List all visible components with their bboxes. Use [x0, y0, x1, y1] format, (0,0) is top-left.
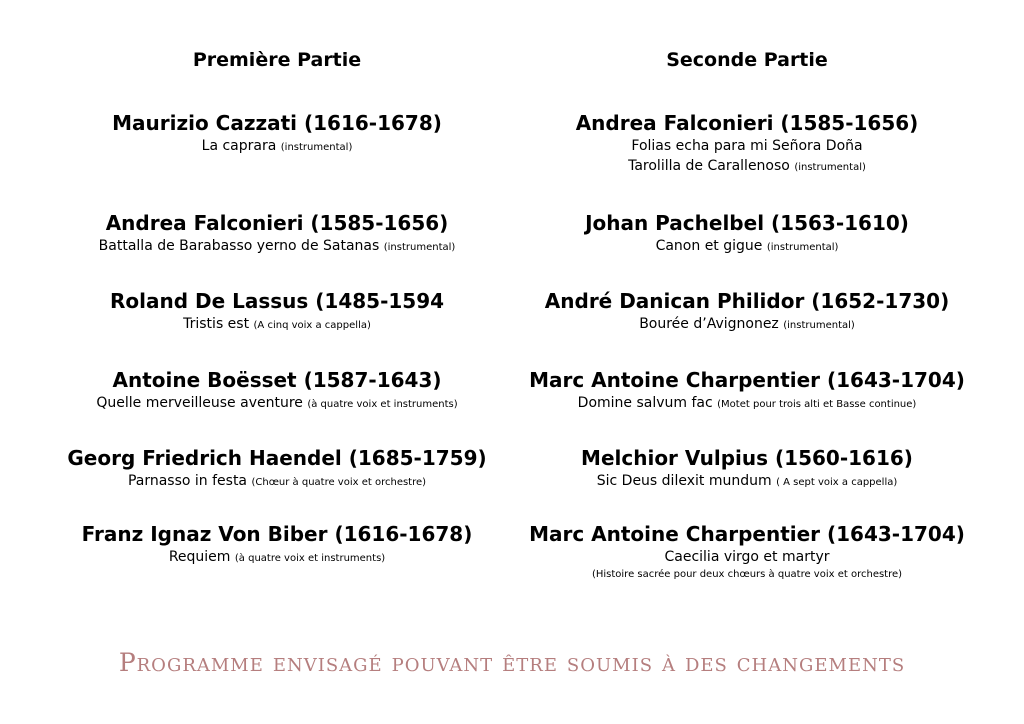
work-line — [22, 547, 532, 569]
part-title: Première Partie — [192, 49, 362, 71]
composer-name: Melchior Vulpius (1560-1616) — [581, 446, 913, 470]
composer-name: Johan Pachelbel (1563-1610) — [585, 211, 909, 235]
work-note: (à quatre voix et instruments) — [234, 553, 386, 564]
work-line — [22, 136, 532, 158]
work-note: (à quatre voix et instruments) — [307, 399, 458, 410]
composer-name: Maurizio Cazzati (1616-1678) — [112, 111, 442, 135]
work-title: Sic Deus dilexit mundum — [596, 473, 772, 489]
work-line — [22, 471, 532, 493]
program-entry — [22, 210, 532, 258]
composer-name: Franz Ignaz Von Biber (1616-1678) — [81, 522, 473, 546]
work-title: Quelle merveilleuse aventure — [96, 395, 303, 411]
part-title: Seconde Partie — [666, 49, 828, 71]
work-note: (instrumental) — [383, 242, 456, 253]
work-note: (instrumental) — [794, 162, 866, 173]
composer-name: Georg Friedrich Haendel (1685-1759) — [67, 446, 487, 470]
program-entry — [22, 288, 532, 336]
work-note: (instrumental) — [280, 142, 353, 153]
work-note: (instrumental) — [766, 242, 839, 253]
work-line — [22, 314, 532, 336]
work-title: Domine salvum fac — [577, 395, 713, 411]
work-line — [492, 236, 1002, 258]
program-entry — [492, 445, 1002, 493]
program-entry — [492, 367, 1002, 415]
composer-name: Andrea Falconieri (1585-1656) — [575, 111, 919, 135]
work-note: (A cinq voix a cappella) — [253, 320, 371, 331]
work-title: Requiem — [168, 549, 231, 565]
work-note: ( A sept voix a cappella) — [776, 477, 898, 488]
work-title: Canon et gigue — [655, 238, 763, 254]
composer-name: André Danican Philidor (1652-1730) — [544, 289, 950, 313]
work-line — [492, 314, 1002, 336]
work-title: Parnasso in festa — [127, 473, 248, 489]
program-entry — [22, 110, 532, 158]
work-title: Caecilia virgo et martyr — [664, 549, 830, 565]
composer-name: Andrea Falconieri (1585-1656) — [105, 211, 449, 235]
program-entry — [492, 110, 1002, 178]
work-title: Battalla de Barabasso yerno de Satanas — [98, 238, 380, 254]
program-entry — [492, 210, 1002, 258]
work-note: (instrumental) — [783, 320, 855, 331]
work-line — [492, 547, 1002, 567]
work-line — [22, 236, 532, 258]
work-line — [22, 393, 532, 415]
work-subtitle: (Histoire sacrée pour deux chœurs à quatre voix et orchestre) — [591, 569, 903, 580]
program-disclaimer: Programme envisagé pouvant être soumis à des changements — [118, 648, 906, 677]
program-entry — [22, 521, 532, 569]
composer-name: Marc Antoine Charpentier (1643-1704) — [529, 368, 965, 392]
program-entry — [22, 367, 532, 415]
composer-name: Marc Antoine Charpentier (1643-1704) — [529, 522, 965, 546]
work-line — [492, 471, 1002, 493]
work-title: Folias echa para mi Señora Doña — [631, 138, 863, 154]
work-line — [492, 393, 1002, 415]
program-entry — [22, 445, 532, 493]
program-entry — [492, 288, 1002, 336]
work-title: Tarolilla de Carallenoso — [628, 158, 790, 174]
work-title: Tristis est — [183, 316, 250, 332]
composer-name: Roland De Lassus (1485-1594 — [109, 289, 445, 313]
work-line — [492, 156, 1002, 178]
work-line — [492, 136, 1002, 156]
work-title: La caprara — [201, 138, 277, 154]
work-note: (Chœur à quatre voix et orchestre) — [251, 477, 427, 488]
work-title: Bourée d’Avignonez — [639, 316, 779, 332]
work-note: (Motet pour trois alti et Basse continue) — [717, 399, 917, 410]
program-entry — [492, 521, 1002, 583]
composer-name: Antoine Boësset (1587-1643) — [112, 368, 442, 392]
